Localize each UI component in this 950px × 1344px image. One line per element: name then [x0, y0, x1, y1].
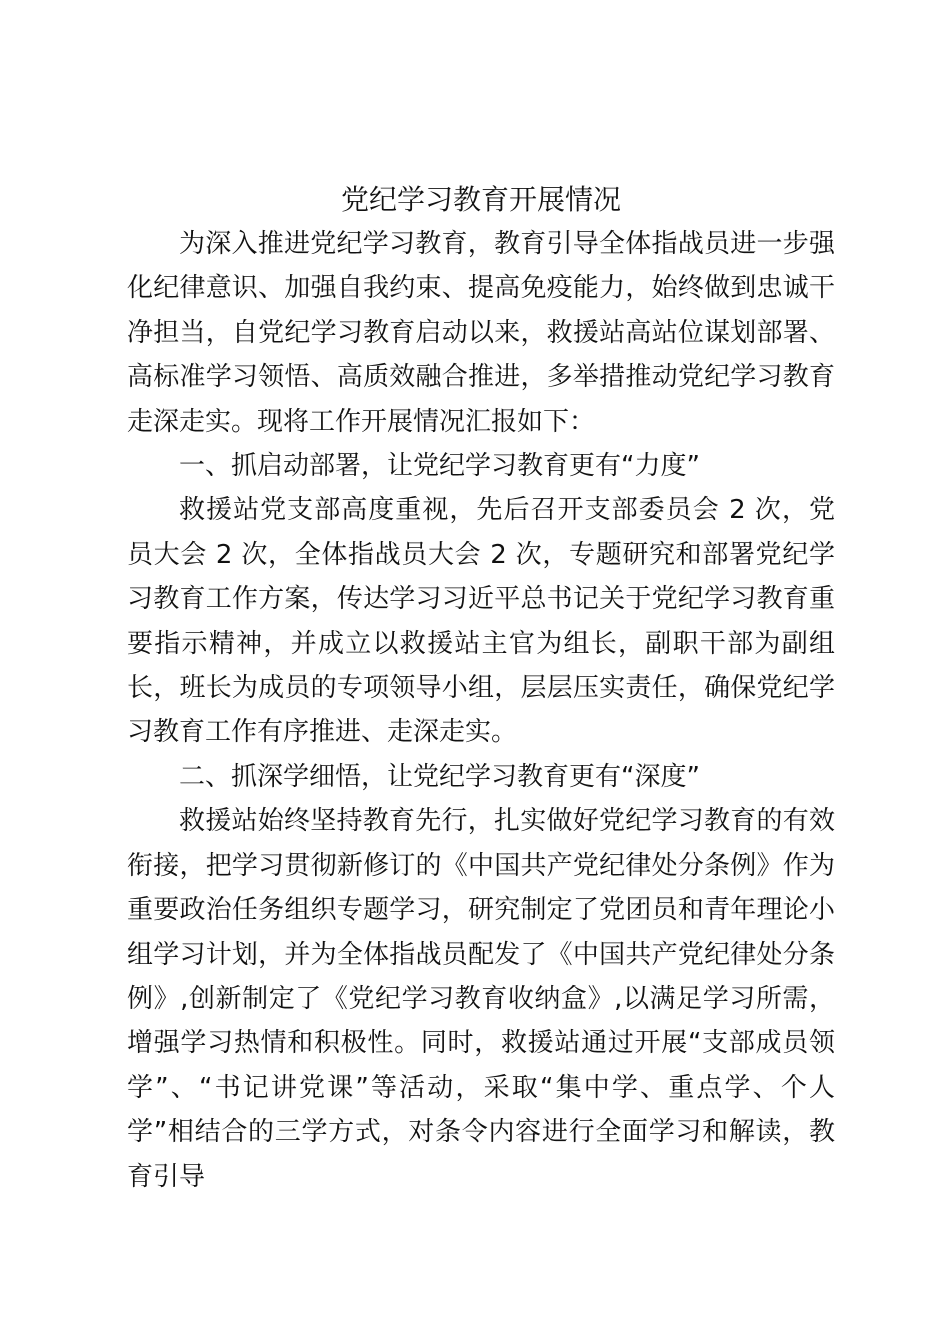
intro-paragraph: 为深入推进党纪学习教育，教育引导全体指战员进一步强化纪律意识、加强自我约束、提高免疫能力，始终做到忠诚干净担当，自党纪学习教育启动以来，救援站高站位谋划部署、高标准学习领悟、高质效融合推进，多举措推动党纪学习教育走深走实。现将工作开展情况汇报如下：: [127, 229, 835, 437]
document-title: 党纪学习教育开展情况: [340, 183, 621, 216]
section-2-paragraph: 救援站始终坚持教育先行，扎实做好党纪学习教育的有效衔接，把学习贯彻新修订的《中国共产党纪律处分条例》作为重要政治任务组织专题学习，研究制定了党团员和青年理论小组学习计划，并为全体指战员配发了《中国共产党纪律处分条例》,创新制定了《党纪学习教育收纳盒》,以满足学习所需，增强学习热情和积极性。同时，救援站通过开展“支部成员领学”、“书记讲党课”等活动，采取“集中学、重点学、个人学”相结合的三学方式，对条令内容进行全面学习和解读，教育引导: [127, 806, 835, 1192]
section-heading-1: 一、抓启动部署，让党纪学习教育更有“力度”: [179, 451, 700, 482]
document-body: [127, 178, 835, 1199]
section-1-paragraph: 救援站党支部高度重视，先后召开支部委员会 2 次，党员大会 2 次，全体指战员大会 2 次，专题研究和部署党纪学习教育工作方案，传达学习习近平总书记关于党纪学习教育重要指示精神，并成立以救援站主官为组长，副职干部为副组长，班长为成员的专项领导小组，层层压实责任，确保党纪学习教育工作有序推进、走深走实。: [127, 495, 835, 748]
section-heading-2: 二、抓深学细悟，让党纪学习教育更有“深度”: [179, 761, 700, 792]
